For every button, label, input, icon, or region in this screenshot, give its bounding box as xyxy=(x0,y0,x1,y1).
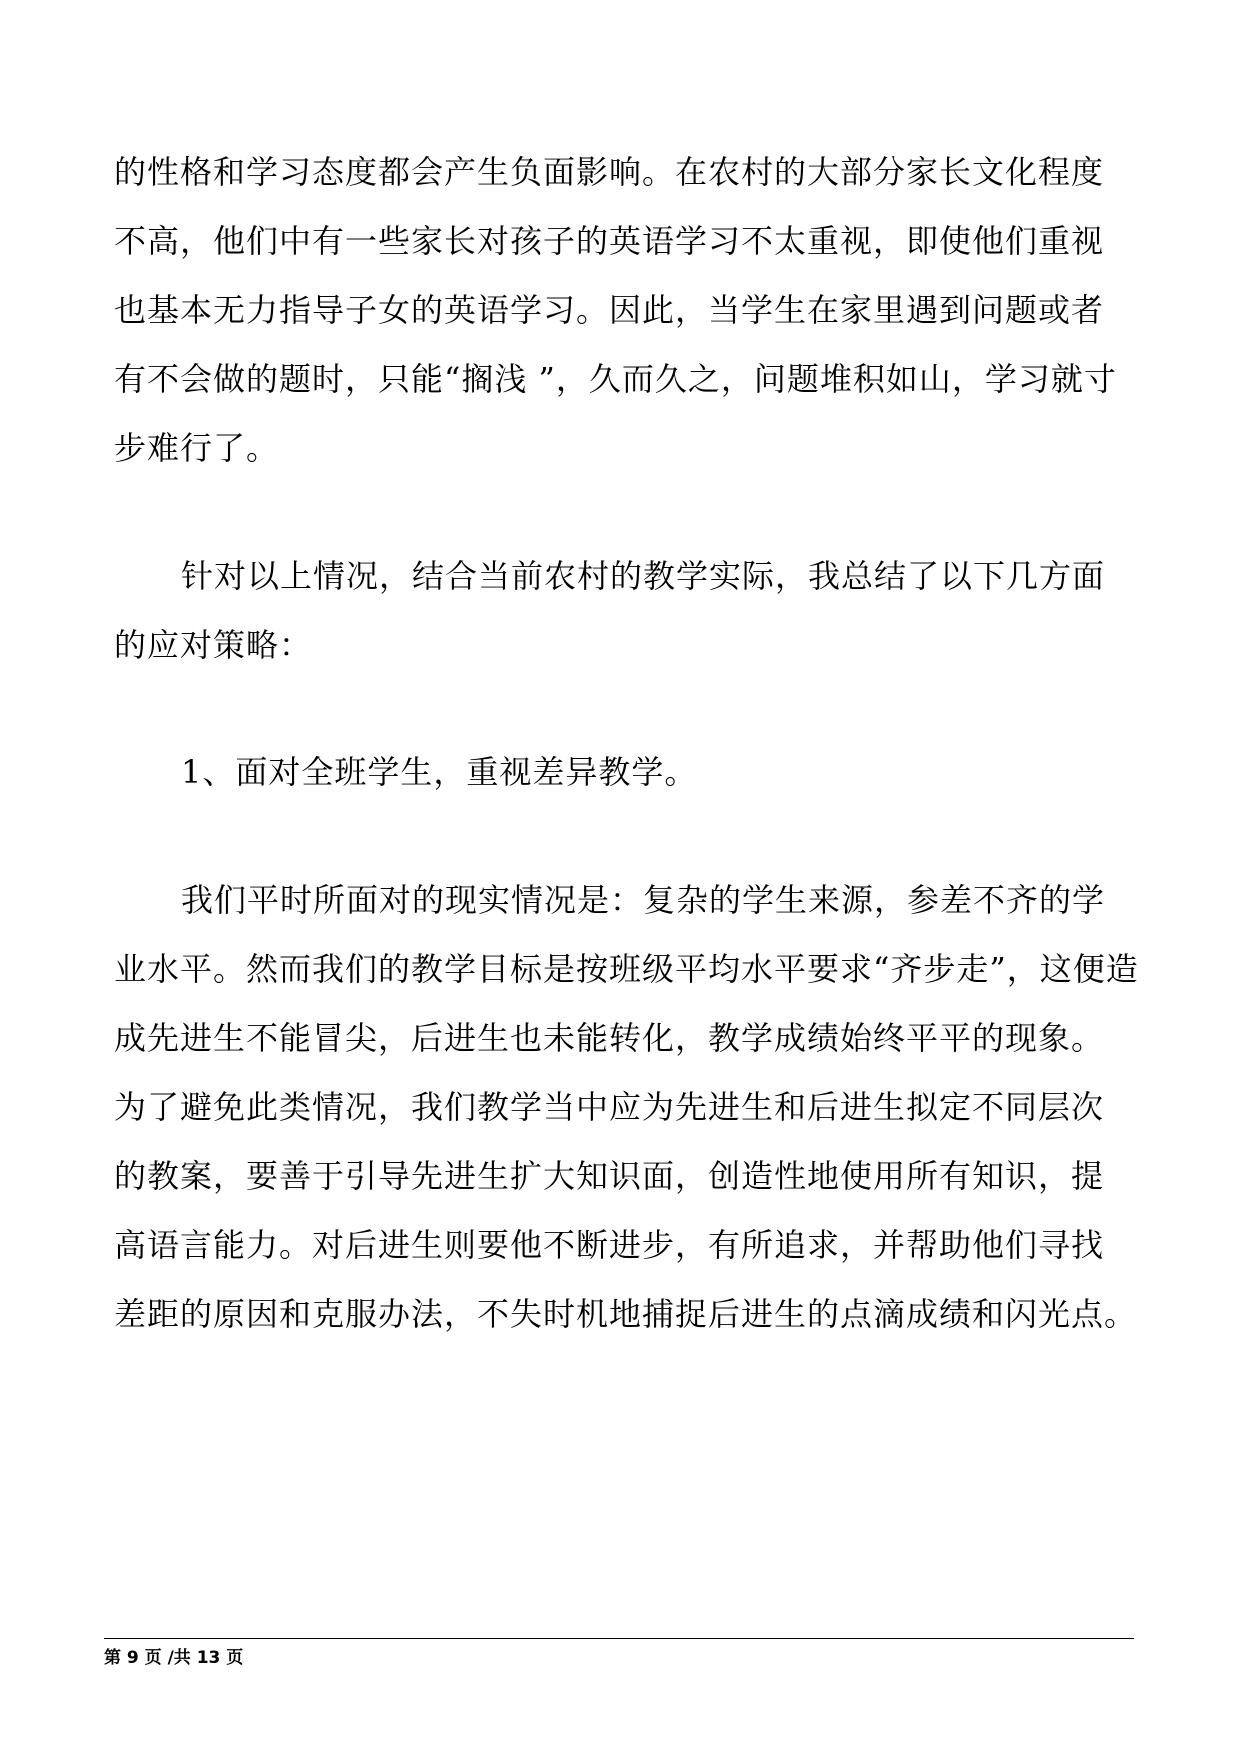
paragraph-line: 的教案，要善于引导先进生扩大知识面，创造性地使用所有知识，提 xyxy=(114,1157,1105,1195)
paragraph-line: 我们平时所面对的现实情况是：复杂的学生来源，参差不齐的学 xyxy=(181,881,1106,919)
paragraph-line: 不高，他们中有一些家长对孩子的英语学习不太重视，即使他们重视 xyxy=(114,222,1105,260)
paragraph-line: 也基本无力指导子女的英语学习。因此，当学生在家里遇到问题或者 xyxy=(114,291,1105,329)
paragraph-line: 步难行了。 xyxy=(114,429,280,467)
paragraph-line: 有不会做的题时，只能“搁浅 ”，久而久之，问题堆积如山，学习就寸 xyxy=(114,360,1117,398)
paragraph-line: 的性格和学习态度都会产生负面影响。在农村的大部分家长文化程度 xyxy=(114,153,1105,191)
paragraph-line: 高语言能力。对后进生则要他不断进步，有所追求，并帮助他们寻找 xyxy=(114,1226,1105,1264)
page-number: 第 9 页 /共 13 页 xyxy=(104,1648,244,1668)
paragraph-line: 针对以上情况，结合当前农村的教学实际，我总结了以下几方面 xyxy=(181,557,1106,595)
paragraph-line: 成先进生不能冒尖，后进生也未能转化，教学成绩始终平平的现象。 xyxy=(114,1019,1105,1057)
paragraph-line: 为了避免此类情况，我们教学当中应为先进生和后进生拟定不同层次 xyxy=(114,1088,1105,1126)
paragraph-line: 业水平。然而我们的教学目标是按班级平均水平要求“齐步走”，这便造 xyxy=(114,950,1139,988)
footer-divider xyxy=(104,1638,1134,1639)
paragraph-line: 的应对策略： xyxy=(114,626,313,664)
section-heading: 1、面对全班学生，重视差异教学。 xyxy=(181,753,698,791)
paragraph-line: 差距的原因和克服办法，不失时机地捕捉后进生的点滴成绩和闪光点。 xyxy=(114,1295,1138,1333)
